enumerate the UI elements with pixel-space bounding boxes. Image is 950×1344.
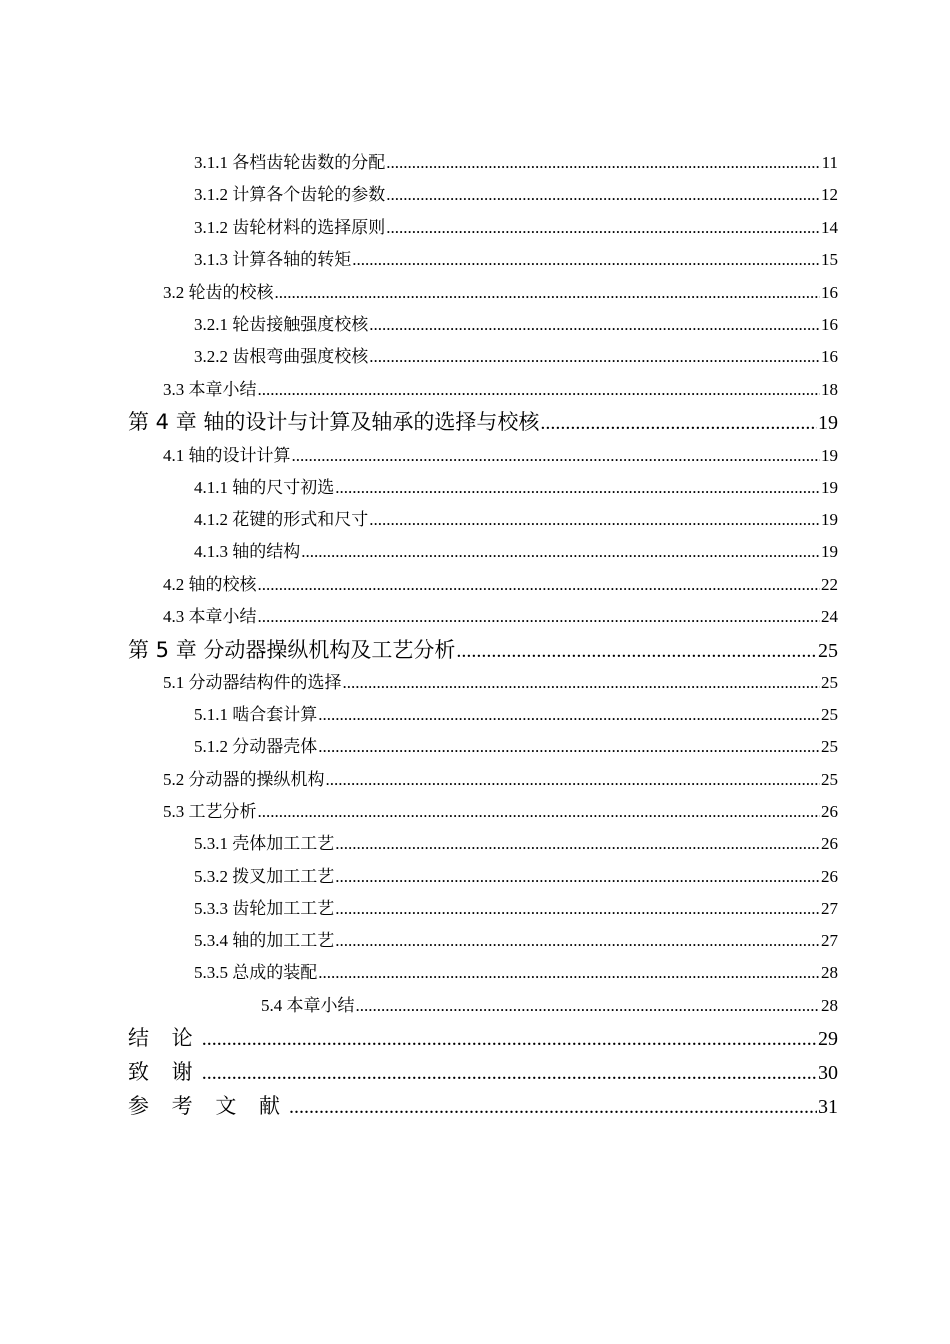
toc-entry-label: 第 5 章 分动器操纵机构及工艺分析 bbox=[128, 638, 456, 662]
toc-entry-page: 29 bbox=[818, 1028, 838, 1050]
dot-leader bbox=[352, 250, 820, 270]
toc-entry-page: 15 bbox=[821, 250, 838, 269]
toc-entry-label: 5.1 分动器结构件的选择 bbox=[163, 673, 342, 692]
toc-entry[interactable] bbox=[194, 732, 838, 757]
toc-entry-page: 25 bbox=[821, 737, 838, 756]
dot-leader bbox=[292, 446, 821, 466]
dot-leader bbox=[318, 737, 820, 757]
dot-leader bbox=[258, 802, 821, 822]
toc-entry[interactable] bbox=[194, 537, 838, 562]
toc-entry[interactable] bbox=[128, 406, 838, 436]
dot-leader bbox=[386, 218, 820, 238]
dot-leader bbox=[275, 283, 821, 303]
toc-entry-label: 4.1.3 轴的结构 bbox=[194, 542, 301, 561]
toc-entry[interactable] bbox=[194, 862, 838, 887]
toc-entry-page: 26 bbox=[821, 867, 838, 886]
dot-leader bbox=[369, 510, 820, 530]
toc-entry[interactable] bbox=[163, 570, 838, 595]
toc-entry-page: 19 bbox=[821, 510, 838, 529]
toc-entry-label: 5.2 分动器的操纵机构 bbox=[163, 770, 325, 789]
dot-leader bbox=[258, 380, 821, 400]
toc-entry-page: 26 bbox=[821, 834, 838, 853]
toc-entry-page: 31 bbox=[818, 1096, 838, 1118]
toc-entry[interactable] bbox=[163, 765, 838, 790]
toc-entry[interactable] bbox=[163, 602, 838, 627]
dot-leader bbox=[335, 931, 820, 951]
toc-entry[interactable] bbox=[128, 1056, 838, 1086]
toc-entry-label: 4.1.1 轴的尺寸初选 bbox=[194, 478, 335, 497]
dot-leader bbox=[356, 996, 821, 1016]
toc-entry-page: 25 bbox=[821, 705, 838, 724]
toc-entry-label: 4.1 轴的设计计算 bbox=[163, 446, 291, 465]
toc-entry-page: 22 bbox=[821, 575, 838, 594]
toc-entry[interactable] bbox=[194, 148, 838, 173]
toc-entry-label: 5.1.1 啮合套计算 bbox=[194, 705, 318, 724]
dot-leader bbox=[326, 770, 821, 790]
dot-leader bbox=[258, 575, 821, 595]
toc-entry-page: 24 bbox=[821, 607, 838, 626]
dot-leader bbox=[202, 1028, 817, 1051]
toc-entry[interactable] bbox=[163, 441, 838, 466]
toc-entry[interactable] bbox=[194, 180, 838, 205]
toc-entry-label: 结 论 bbox=[128, 1026, 201, 1050]
toc-entry-label: 致 谢 bbox=[128, 1060, 201, 1084]
toc-entry-page: 30 bbox=[818, 1062, 838, 1084]
toc-entry[interactable] bbox=[261, 991, 838, 1016]
dot-leader bbox=[386, 153, 820, 173]
toc-entry-label: 参 考 文 献 bbox=[128, 1094, 289, 1118]
dot-leader bbox=[369, 347, 820, 367]
dot-leader bbox=[343, 673, 821, 693]
toc-entry-label: 5.3.1 壳体加工工艺 bbox=[194, 834, 335, 853]
toc-entry[interactable] bbox=[194, 829, 838, 854]
toc-entry-label: 5.3.5 总成的装配 bbox=[194, 963, 318, 982]
toc-entry[interactable] bbox=[194, 700, 838, 725]
toc-entry-page: 28 bbox=[821, 963, 838, 982]
dot-leader bbox=[318, 963, 820, 983]
toc-entry-page: 25 bbox=[821, 770, 838, 789]
toc-entry-page: 16 bbox=[821, 315, 838, 334]
toc-entry-label: 5.1.2 分动器壳体 bbox=[194, 737, 318, 756]
toc-entry-label: 3.1.2 齿轮材料的选择原则 bbox=[194, 218, 386, 237]
toc-entry-page: 11 bbox=[821, 153, 838, 172]
toc-entry-page: 27 bbox=[821, 899, 838, 918]
toc-entry-page: 16 bbox=[821, 347, 838, 366]
dot-leader bbox=[289, 1096, 817, 1119]
dot-leader bbox=[540, 412, 817, 435]
toc-entry-page: 25 bbox=[818, 640, 838, 662]
toc-entry[interactable] bbox=[194, 213, 838, 238]
toc-entry-label: 5.4 本章小结 bbox=[261, 996, 355, 1015]
toc-entry-page: 16 bbox=[821, 283, 838, 302]
toc-entry-page: 19 bbox=[821, 446, 838, 465]
toc-entry[interactable] bbox=[194, 894, 838, 919]
toc-entry-label: 4.1.2 花键的形式和尺寸 bbox=[194, 510, 369, 529]
dot-leader bbox=[335, 899, 820, 919]
toc-entry-page: 19 bbox=[821, 542, 838, 561]
toc-entry[interactable] bbox=[194, 926, 838, 951]
dot-leader bbox=[202, 1062, 817, 1085]
dot-leader bbox=[386, 185, 820, 205]
toc-entry-label: 3.1.2 计算各个齿轮的参数 bbox=[194, 185, 386, 204]
dot-leader bbox=[318, 705, 820, 725]
toc-entry-page: 28 bbox=[821, 996, 838, 1015]
dot-leader bbox=[335, 834, 820, 854]
dot-leader bbox=[335, 478, 820, 498]
toc-entry-label: 3.2.1 轮齿接触强度校核 bbox=[194, 315, 369, 334]
toc-entry-label: 5.3.2 拨叉加工工艺 bbox=[194, 867, 335, 886]
toc-entry[interactable] bbox=[194, 245, 838, 270]
toc-entry[interactable] bbox=[128, 634, 838, 664]
toc-entry-label: 5.3.3 齿轮加工工艺 bbox=[194, 899, 335, 918]
toc-entry-label: 3.2 轮齿的校核 bbox=[163, 283, 274, 302]
dot-leader bbox=[456, 640, 817, 663]
toc-entry-page: 27 bbox=[821, 931, 838, 950]
toc-entry[interactable] bbox=[128, 1090, 838, 1120]
dot-leader bbox=[369, 315, 820, 335]
toc-entry[interactable] bbox=[194, 310, 838, 335]
toc-entry[interactable] bbox=[194, 505, 838, 530]
toc-entry[interactable] bbox=[194, 473, 838, 498]
toc-entry[interactable] bbox=[163, 797, 838, 822]
toc-entry[interactable] bbox=[163, 278, 838, 303]
toc-entry-label: 3.1.3 计算各轴的转矩 bbox=[194, 250, 352, 269]
toc-entry-page: 12 bbox=[821, 185, 838, 204]
toc-entry-label: 5.3 工艺分析 bbox=[163, 802, 257, 821]
toc-entry-label: 3.1.1 各档齿轮齿数的分配 bbox=[194, 153, 386, 172]
toc-entry-page: 25 bbox=[821, 673, 838, 692]
toc-entry-page: 19 bbox=[818, 412, 838, 434]
toc-entry[interactable] bbox=[163, 668, 838, 693]
toc-entry-label: 第 4 章 轴的设计与计算及轴承的选择与校核 bbox=[128, 410, 540, 434]
toc-entry[interactable] bbox=[194, 342, 838, 367]
toc-entry-label: 5.3.4 轴的加工工艺 bbox=[194, 931, 335, 950]
toc-entry[interactable] bbox=[194, 958, 838, 983]
dot-leader bbox=[301, 542, 820, 562]
toc-entry[interactable] bbox=[163, 375, 838, 400]
toc-entry[interactable] bbox=[128, 1022, 838, 1052]
toc-entry-page: 19 bbox=[821, 478, 838, 497]
toc-entry-page: 18 bbox=[821, 380, 838, 399]
toc-entry-page: 26 bbox=[821, 802, 838, 821]
dot-leader bbox=[258, 607, 821, 627]
dot-leader bbox=[335, 867, 820, 887]
toc-entry-label: 3.3 本章小结 bbox=[163, 380, 257, 399]
toc-entry-label: 4.2 轴的校核 bbox=[163, 575, 257, 594]
toc-entry-label: 3.2.2 齿根弯曲强度校核 bbox=[194, 347, 369, 366]
toc-entry-label: 4.3 本章小结 bbox=[163, 607, 257, 626]
toc-entry-page: 14 bbox=[821, 218, 838, 237]
